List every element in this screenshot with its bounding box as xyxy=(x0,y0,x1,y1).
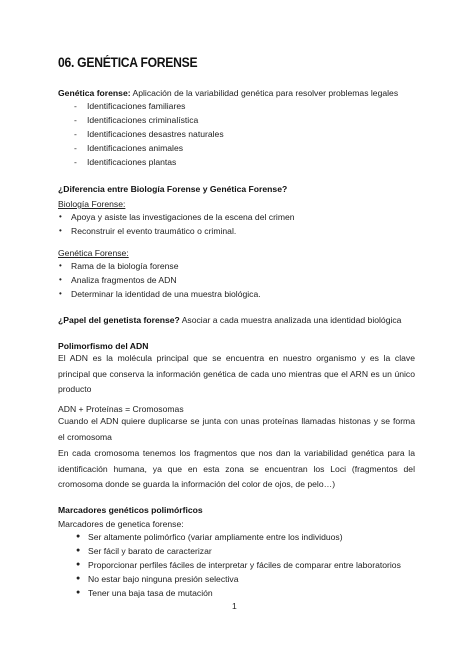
bullet-icon: • xyxy=(59,226,62,235)
list-item: Ser fácil y barato de caracterizar xyxy=(88,546,212,556)
dash-marker: - xyxy=(74,143,77,153)
dash-marker: - xyxy=(74,115,77,125)
intro-text: Aplicación de la variabilidad genética para resolver problemas legales xyxy=(130,88,399,98)
list-item: No estar bajo ninguna presión selectiva xyxy=(88,574,239,584)
list-item: Apoya y asiste las investigaciones de la escena del crimen xyxy=(71,212,295,222)
list-item: Determinar la identidad de una muestra biológica. xyxy=(71,289,261,299)
marcadores-intro: Marcadores de genetica forense: xyxy=(58,519,184,529)
dash-marker: - xyxy=(74,157,77,167)
bullet-icon: ● xyxy=(76,533,81,540)
bullet-icon: • xyxy=(59,261,62,270)
intro-line xyxy=(58,88,398,99)
list-item: Identificaciones plantas xyxy=(87,157,177,167)
genetica-label: Genética Forense: xyxy=(58,248,129,258)
page-title: 06. GENÉTICA FORENSE xyxy=(58,55,198,70)
list-item: Identificaciones criminalística xyxy=(87,115,199,125)
list-item: Identificaciones animales xyxy=(87,143,184,153)
bullet-icon: • xyxy=(59,212,62,221)
list-item: Identificaciones familiares xyxy=(87,101,186,111)
papel-line xyxy=(58,315,401,326)
list-item: Analiza fragmentos de ADN xyxy=(71,275,177,285)
list-item: Identificaciones desastres naturales xyxy=(87,129,224,139)
bullet-icon: • xyxy=(59,289,62,298)
cromosoma-paragraph: Cuando el ADN quiere duplicarse se junta con unas proteínas llamadas histonas y se forma el cromosoma xyxy=(58,416,415,442)
papel-question: ¿Papel del genetista forense? xyxy=(58,315,180,325)
list-item: Proporcionar perfiles fáciles de interpretar y fáciles de comparar entre laboratorios xyxy=(88,560,401,570)
intro-label: Genética forense: xyxy=(58,88,131,98)
list-item: Rama de la biología forense xyxy=(71,261,179,271)
formula-line: ADN + Proteínas = Cromosomas xyxy=(58,404,184,414)
page-number: 1 xyxy=(232,601,237,611)
biologia-label: Biología Forense: xyxy=(58,199,126,209)
polimorfismo-heading: Polimorfismo del ADN xyxy=(58,341,149,351)
dash-marker: - xyxy=(74,101,77,111)
bullet-icon: ● xyxy=(76,589,81,596)
bullet-icon: ● xyxy=(76,561,81,568)
diferencia-heading: ¿Diferencia entre Biología Forense y Genética Forense? xyxy=(58,184,288,194)
loci-paragraph: En cada cromosoma tenemos los fragmentos que nos dan la variabilidad genética para la identificación humana, ya que en esta zona se encuentran los Loci (fragmentos del cromosoma donde se guarda la información del color de ojos, de pelo…) xyxy=(58,448,415,489)
list-item: Reconstruir el evento traumático o criminal. xyxy=(71,226,237,236)
dash-marker: - xyxy=(74,129,77,139)
bullet-icon: ● xyxy=(76,547,81,554)
bullet-icon: • xyxy=(59,275,62,284)
papel-answer: Asociar a cada muestra analizada una identidad biológica xyxy=(179,315,402,325)
bullet-icon: ● xyxy=(76,575,81,582)
list-item: Ser altamente polimórfico (variar ampliamente entre los individuos) xyxy=(88,532,343,542)
polimorfismo-paragraph: El ADN es la molécula principal que se encuentra en nuestro organismo y es la clave principal que conserva la información genética de cada uno mientras que el ARN es un único producto xyxy=(58,353,415,394)
list-item: Tener una baja tasa de mutación xyxy=(88,588,213,598)
marcadores-heading: Marcadores genéticos polimórficos xyxy=(58,505,203,515)
